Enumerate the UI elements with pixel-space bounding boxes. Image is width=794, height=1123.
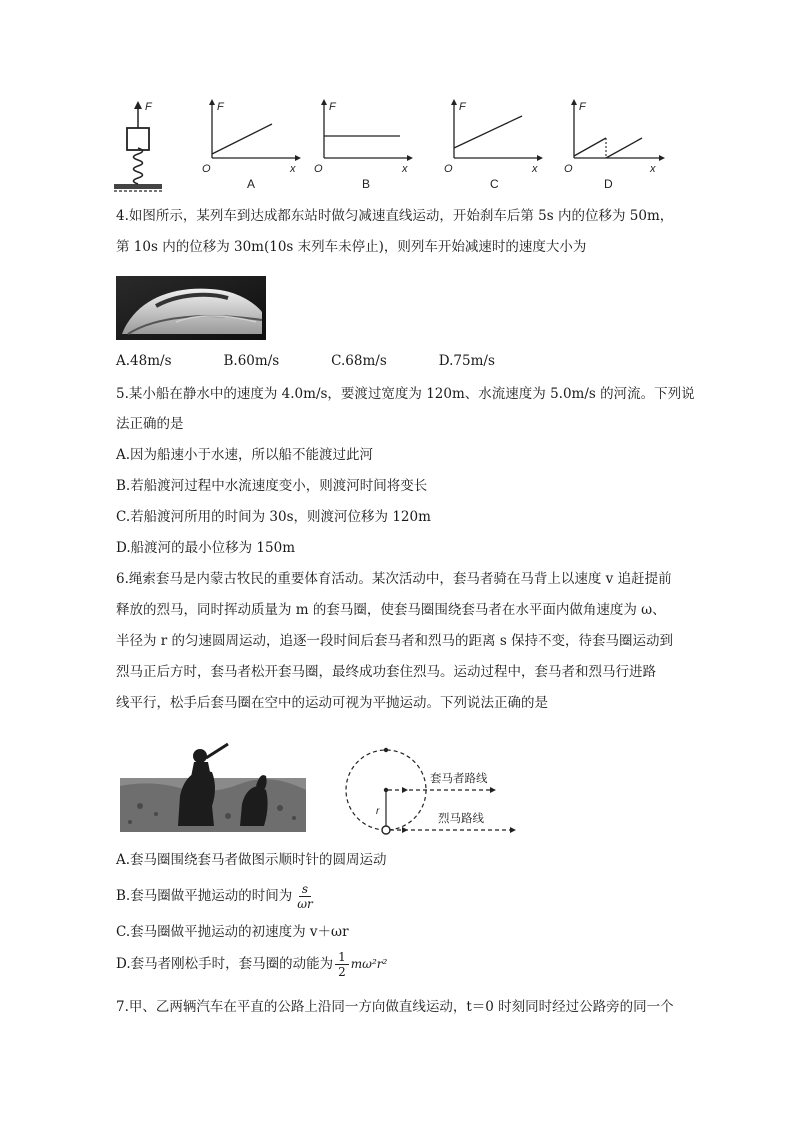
q6-option-a: A.套马圈围绕套马者做图示顺时针的圆周运动 <box>116 852 387 868</box>
graph-c-axis-x: x <box>532 163 538 175</box>
fraction-numerator: 1 <box>335 950 349 965</box>
q6-stem-line-4: 烈马正后方时，套马者松开套马圈，最终成功套住烈马。运动过程中，套马者和烈马行进路 <box>116 664 656 680</box>
radius-label: r <box>376 806 380 817</box>
graph-d-axis-x: x <box>650 163 656 175</box>
spring-force-label: F <box>145 101 152 113</box>
q4-options <box>116 351 547 371</box>
graph-b-axis-o: O <box>314 163 323 175</box>
spring-block-diagram <box>114 101 162 191</box>
q6-option-b <box>116 880 316 912</box>
q6-option-b-fraction <box>294 882 316 911</box>
q4-option-d: D.75m/s <box>438 353 495 369</box>
q5-option-c: C.若船渡河所用的时间为 30s，则渡河位移为 120m <box>116 509 431 525</box>
graph-d-caption: D <box>604 177 613 191</box>
graph-a-axis-x: x <box>290 163 296 175</box>
graph-d-axis-o: O <box>564 163 573 175</box>
q4-option-b: B.60m/s <box>223 353 280 369</box>
fraction-numerator: s <box>299 882 311 897</box>
q5-stem-line-1: 5.某小船在静水中的速度为 4.0m/s，要渡过宽度为 120m、水流速度为 5.0m/s 的河流。下列说 <box>116 386 695 402</box>
q6-option-d-text: D.套马者刚松手时，套马圈的动能为 <box>116 956 334 972</box>
q5-option-b: B.若船渡河过程中水流速度变小，则渡河时间将变长 <box>116 478 428 494</box>
graph-a-caption: A <box>247 177 256 191</box>
graph-c <box>444 99 543 191</box>
graph-c-caption: C <box>490 177 499 191</box>
q6-stem-line-5: 线平行，松手后套马圈在空中的运动可视为平抛运动。下列说法正确的是 <box>116 695 548 711</box>
fraction-denominator: 2 <box>338 965 346 979</box>
lasso-photo <box>120 736 306 832</box>
q6-option-d <box>116 948 387 980</box>
q6-option-b-text: B.套马圈做平抛运动的时间为 <box>116 888 293 904</box>
q5-stem-line-2: 法正确的是 <box>116 416 184 432</box>
graph-c-axis-f: F <box>459 101 466 113</box>
q6-option-d-fraction <box>335 950 349 979</box>
train-photo <box>116 276 266 340</box>
graph-d-axis-f: F <box>579 101 586 113</box>
q4-option-a: A.48m/s <box>116 353 172 369</box>
q6-option-d-expression: mω²r² <box>350 957 388 971</box>
lasso-path-diagram <box>344 742 534 838</box>
graph-b <box>314 99 413 191</box>
graph-b-axis-f: F <box>329 101 336 113</box>
graph-a-axis-f: F <box>217 101 224 113</box>
graph-a-axis-o: O <box>202 163 211 175</box>
q4-option-c: C.68m/s <box>331 353 387 369</box>
graph-b-caption: B <box>362 177 371 191</box>
graph-c-axis-o: O <box>444 163 453 175</box>
q6-option-c: C.套马圈做平抛运动的初速度为 v＋ωr <box>116 924 349 940</box>
q6-stem-line-3: 半径为 r 的匀速圆周运动，追逐一段时间后套马者和烈马的距离 s 保持不变，待套马圈运动到 <box>116 633 674 649</box>
graph-d <box>564 99 665 191</box>
spring-and-graphs-figure <box>110 96 670 196</box>
q5-option-d: D.船渡河的最小位移为 150m <box>116 540 295 556</box>
q5-option-a: A.因为船速小于水速，所以船不能渡过此河 <box>116 447 374 463</box>
graph-a <box>202 99 301 191</box>
q4-stem-line-1: 4.如图所示，某列车到达成都东站时做匀减速直线运动，开始刹车后第 5s 内的位移为 50m， <box>116 208 674 224</box>
q7-stem-line-1: 7.甲、乙两辆汽车在平直的公路上沿同一方向做直线运动，t＝0 时刻同时经过公路旁的同一个 <box>116 999 674 1015</box>
rider-path-label: 套马者路线 <box>430 773 488 785</box>
horse-path-label: 烈马路线 <box>438 813 484 825</box>
graph-b-axis-x: x <box>402 163 408 175</box>
fraction-denominator: ωr <box>297 897 313 911</box>
q6-stem-line-1: 6.绳索套马是内蒙古牧民的重要体育活动。某次活动中，套马者骑在马背上以速度 v 追赶提前 <box>116 571 672 587</box>
q6-stem-line-2: 释放的烈马，同时挥动质量为 m 的套马圈，使套马圈围绕套马者在水平面内做角速度为 ω、 <box>116 602 666 618</box>
q4-stem-line-2: 第 10s 内的位移为 30m(10s 末列车未停止)，则列车开始减速时的速度大小为 <box>116 239 587 255</box>
